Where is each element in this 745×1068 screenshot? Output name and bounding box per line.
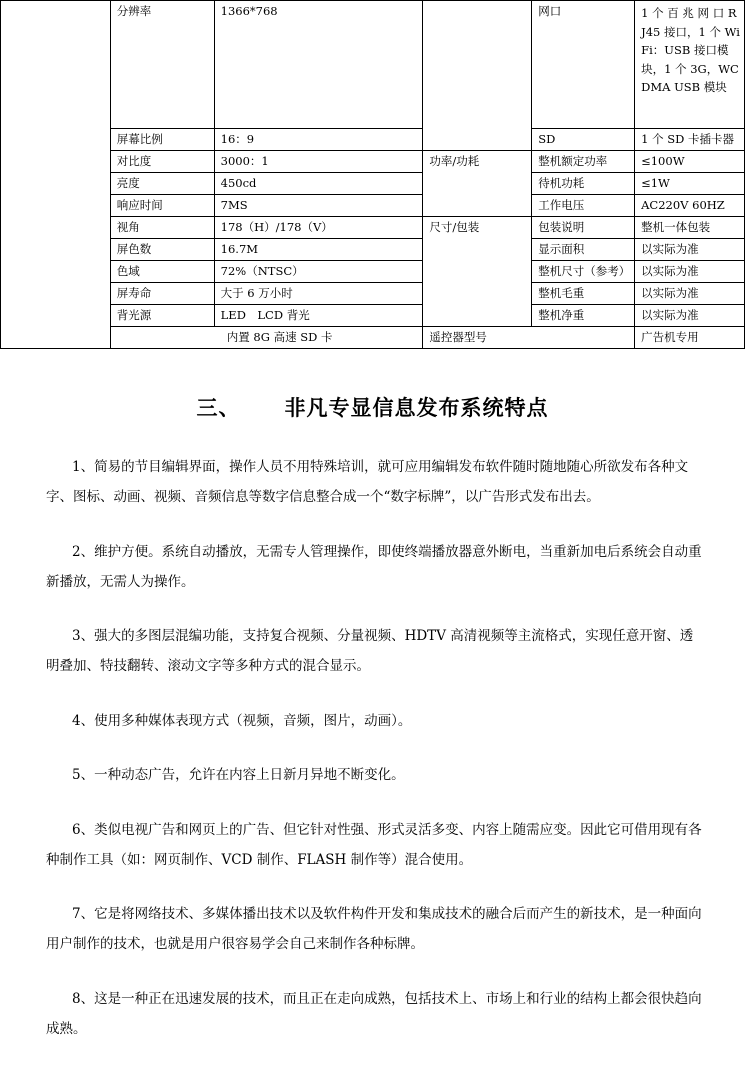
spec-value: 450cd <box>214 173 423 195</box>
param-label: 整机毛重 <box>532 283 635 305</box>
table-row <box>1 239 745 261</box>
spec-value: 3000：1 <box>214 151 423 173</box>
feature-paragraph: 5、一种动态广告，允许在内容上日新月异地不断变化。 <box>72 767 405 783</box>
param-label: 待机功耗 <box>532 173 635 195</box>
table-row <box>1 1 745 129</box>
feature-list <box>46 452 702 1068</box>
feature-paragraph: 3、强大的多图层混编功能，支持复合视频、分量视频、HDTV 高清视频等主流格式，实现任意开窗、透明叠加、特技翻转、滚动文字等多种方式的混合显示。 <box>46 628 694 674</box>
param-value: 以实际为准 <box>635 305 745 327</box>
param-label: 网口 <box>532 1 635 129</box>
param-value: ≤100W <box>635 151 745 173</box>
table-row <box>1 151 745 173</box>
param-value: 以实际为准 <box>635 239 745 261</box>
param-label: 工作电压 <box>532 195 635 217</box>
table-row <box>1 173 745 195</box>
section-number: 三、 <box>196 396 241 420</box>
table-row <box>1 305 745 327</box>
param-value: 整机一体包装 <box>635 217 745 239</box>
param-value: 以实际为准 <box>635 283 745 305</box>
table-left-margin-cell <box>1 1 111 349</box>
param-label: SD <box>532 129 635 151</box>
param-value: 以实际为准 <box>635 261 745 283</box>
feature-paragraph: 7、它是将网络技术、多媒体播出技术以及软件构件开发和集成技术的融合后而产生的新技术，是一种面向用户制作的技术，也就是用户很容易学会自己来制作各种标牌。 <box>46 906 702 952</box>
spec-label: 分辨率 <box>110 1 214 129</box>
param-value: 广告机专用 <box>635 327 745 349</box>
param-value: 1 个 SD 卡插卡器 <box>635 129 745 151</box>
feature-paragraph: 2、维护方便。系统自动播放，无需专人管理操作，即使终端播放器意外断电，当重新加电后系统会自动重新播放，无需人为操作。 <box>46 543 702 590</box>
feature-paragraph: 6、类似电视广告和网页上的广告、但它针对性强、形式灵活多变、内容上随需应变。因此它可借用现有各种制作工具（如：网页制作、VCD 制作、FLASH 制作等）混合使用。 <box>46 821 702 868</box>
table-row <box>1 261 745 283</box>
spec-value: 72%（NTSC） <box>214 261 423 283</box>
spec-value: 内置 8G 高速 SD 卡 <box>110 327 423 349</box>
param-label: 整机净重 <box>532 305 635 327</box>
param-label: 整机额定功率 <box>532 151 635 173</box>
section-title: 非凡专显信息发布系统特点 <box>284 396 549 420</box>
table-row <box>1 327 745 349</box>
feature-paragraph: 4、使用多种媒体表现方式（视频，音频，图片，动画）。 <box>72 712 412 729</box>
param-label: 遥控器型号 <box>423 327 635 349</box>
param-label: 包装说明 <box>532 217 635 239</box>
group-label: 尺寸/包装 <box>423 217 532 327</box>
spec-label: 响应时间 <box>110 195 214 217</box>
table-row <box>1 283 745 305</box>
spec-value: 7MS <box>214 195 423 217</box>
param-label: 显示面积 <box>532 239 635 261</box>
table-row <box>1 217 745 239</box>
feature-paragraph: 8、这是一种正在迅速发展的技术，而且正在走向成熟，包括技术上、市场上和行业的结构上都会很快趋向成熟。 <box>46 990 702 1037</box>
spec-value: 16：9 <box>214 129 423 151</box>
param-value: ≤1W <box>635 173 745 195</box>
spec-label: 对比度 <box>110 151 214 173</box>
param-value: 1 个 百 兆 网 口 RJ45 接口，1 个 WiFi：USB 接口模块，1 个 3G，WCDMA USB 模块 <box>635 1 745 129</box>
spec-label: 屏寿命 <box>110 283 214 305</box>
spec-label: 背光源 <box>110 305 214 327</box>
group-cell-empty <box>423 1 532 151</box>
table-row <box>1 195 745 217</box>
spec-value: 16.7M <box>214 239 423 261</box>
spec-value: 大于 6 万小时 <box>214 283 423 305</box>
param-value: AC220V 60HZ <box>635 195 745 217</box>
feature-paragraph: 1、简易的节目编辑界面，操作人员不用特殊培训，就可应用编辑发布软件随时随地随心所欲发布各种文字、图标、动画、视频、音频信息等数字信息整合成一个“数字标牌”，以广告形式发布出去。 <box>46 459 689 505</box>
spec-label: 亮度 <box>110 173 214 195</box>
spec-label: 屏幕比例 <box>110 129 214 151</box>
spec-value: 1366*768 <box>214 1 423 129</box>
table-row <box>1 129 745 151</box>
param-label: 整机尺寸（参考） <box>532 261 635 283</box>
spec-table <box>0 0 745 349</box>
spec-label: 屏色数 <box>110 239 214 261</box>
spec-value: LED LCD 背光 <box>214 305 423 327</box>
section-heading <box>0 392 745 422</box>
spec-label: 视角 <box>110 217 214 239</box>
spec-label: 色域 <box>110 261 214 283</box>
spec-value: 178（H）/178（V） <box>214 217 423 239</box>
group-label: 功率/功耗 <box>423 151 532 217</box>
